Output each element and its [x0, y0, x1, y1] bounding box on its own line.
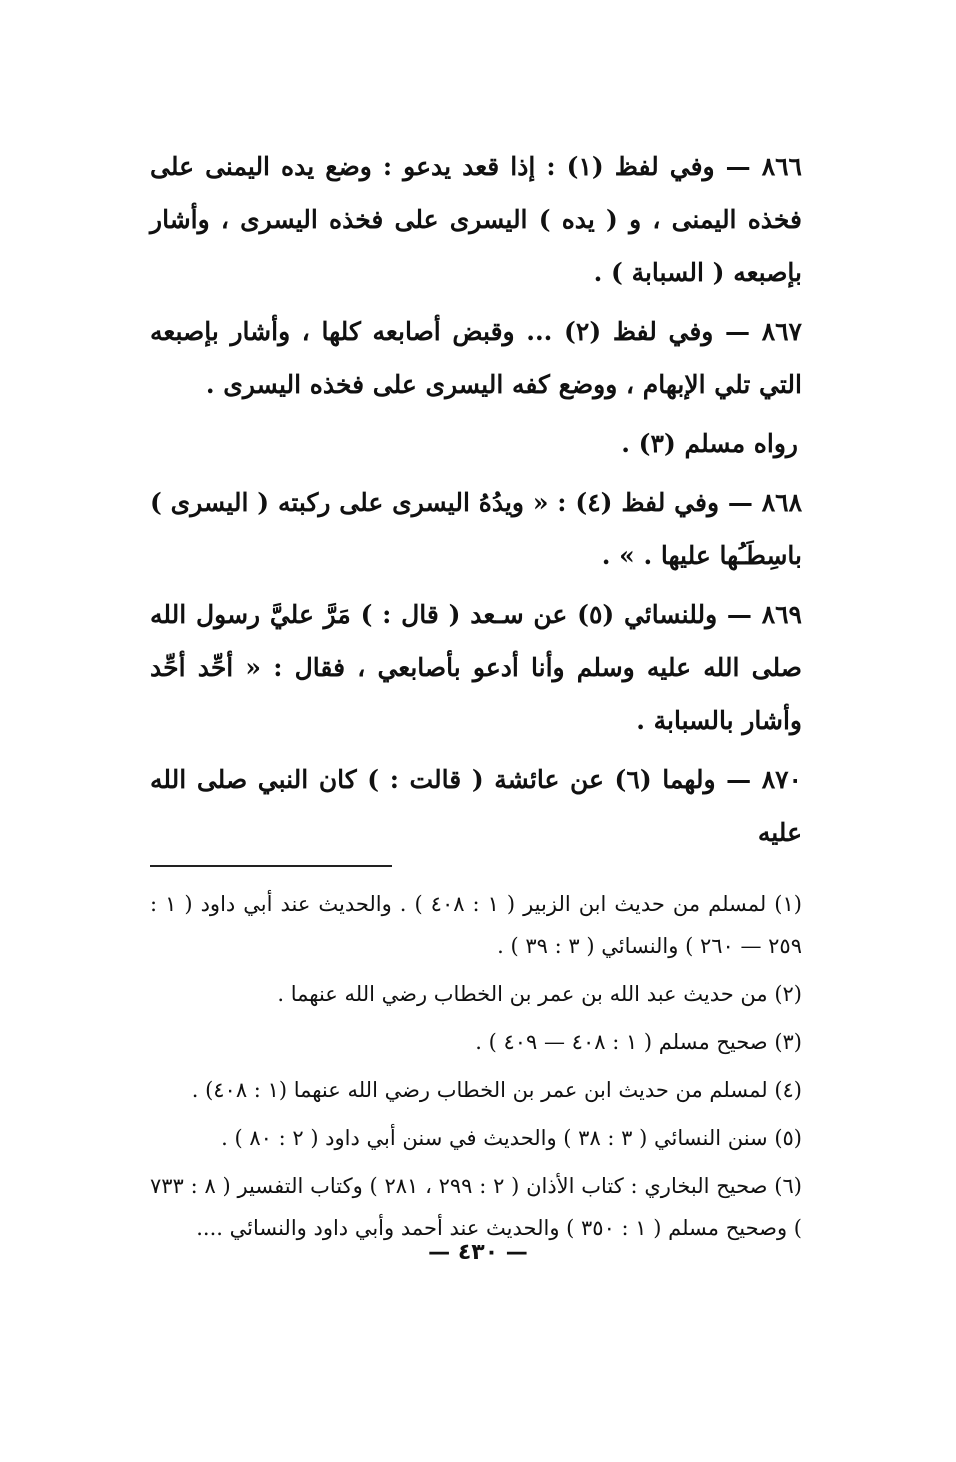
hadith-867: ٨٦٧ — وفي لفظ (٢) ... وقبض أصابعه كلها ، وأشار بإصبعه التي تلي الإبهام ، ووضع كفه اليسرى على فخذه اليسرى .: [150, 317, 802, 399]
page-number: — ٤٣٠ —: [428, 1240, 528, 1265]
page-body: [150, 140, 802, 1255]
hadith-868: ٨٦٨ — وفي لفظ (٤) : « ويدُهُ اليسرى على ركبته ( اليسرى ) باسِطَـُها عليها . » .: [150, 488, 803, 570]
footnote-6: (٦) صحيح البخاري : كتاب الأذان ( ٢ : ٢٩٩ ، ٢٨١ ) وكتاب التفسير ( ٨ : ٧٣٣ ) وصحيح مسلم ( ١ : ٣٥٠ ) والحديث عند أحمد وأبي داود والنسائي ....: [150, 1174, 802, 1240]
footnotes: [150, 883, 802, 1249]
footnote-1: (١) لمسلم من حديث ابن الزبير ( ١ : ٤٠٨ ) . والحديث عند أبي داود ( ١ : ٢٥٩ — ٢٦٠ ) والنسائي ( ٣ : ٣٩ ) .: [150, 892, 802, 958]
footnote-divider: [150, 865, 392, 867]
footnote-2: (٢) من حديث عبد الله بن عمر بن الخطاب رضي الله عنهما .: [277, 982, 802, 1006]
footnote-3: (٣) صحيح مسلم ( ١ : ٤٠٨ — ٤٠٩ ) .: [475, 1030, 802, 1054]
hadith-870: ٨٧٠ — ولهما (٦) عن عائشة ( قالت : ) كان النبي صلى الله عليه: [150, 765, 802, 847]
footnote-5: (٥) سنن النسائي ( ٣ : ٣٨ ) والحديث في سنن أبي داود ( ٢ : ٨٠ ) .: [221, 1126, 802, 1150]
hadith-869: ٨٦٩ — وللنسائي (٥) عن سـعد ( قال : ) مَرَّ عليَّ رسول الله صلى الله عليه وسلم وأنا أدعو بأصابعي ، فقال : « أحِّد أحِّد وأشار بالسبابة .: [150, 600, 802, 735]
footnote-4: (٤) لمسلم من حديث ابن عمر بن الخطاب رضي الله عنهما (١ : ٤٠٨) .: [191, 1078, 802, 1102]
hadith-866: ٨٦٦ — وفي لفظ (١) : إذا قعد يدعو : وضع يده اليمنى على فخذه اليمنى ، و ( يده ) اليسرى على فخذه اليسرى ، وأشار بإصبعه ( السبابة ) .: [150, 152, 802, 287]
narration-note: رواه مسلم (٣) .: [621, 429, 798, 458]
